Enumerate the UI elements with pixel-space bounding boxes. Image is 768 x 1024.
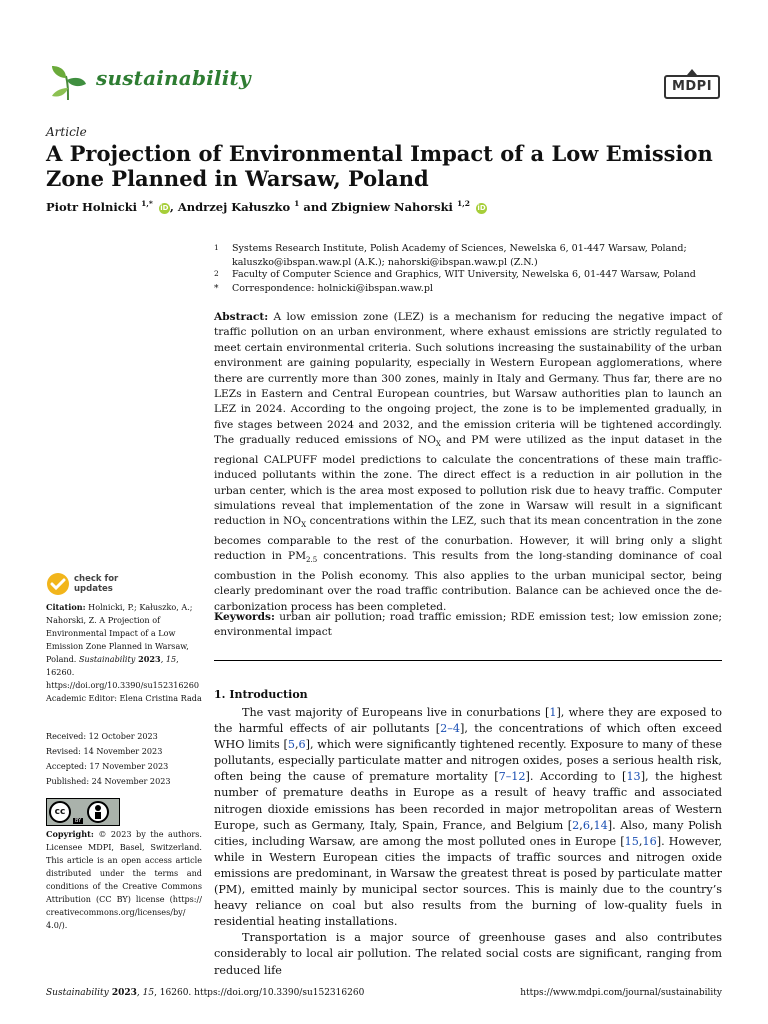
copyright-block	[46, 828, 202, 932]
affiliation-text: Faculty of Computer Science and Graphics, WIT University, Newelska 6, 01-447 Warsaw, Poland	[232, 269, 696, 280]
abstract-text: concentrations. This results from the long-standing dominance of coal combustion in the Polish economy. This also applies to the urban municipal sector, being clearly predominant over the road traffic contribution. Balance can be achieved once the de-carbonization process has been completed.	[214, 550, 723, 613]
keywords-label: Keywords:	[214, 611, 275, 623]
reference-link[interactable]: 6	[582, 818, 590, 832]
footer-citation	[46, 988, 364, 998]
author-separator: and	[303, 199, 328, 214]
reference-link[interactable]: 2	[572, 818, 580, 832]
subscript: X	[301, 521, 307, 530]
paragraph-text: The vast majority of Europeans live in conurbations [	[242, 706, 550, 719]
citation-doi[interactable]: , 16260. https://doi.org/10.3390/su152316260	[46, 654, 200, 690]
article-title: A Projection of Environmental Impact of a Low Emission Zone Planned in Warsaw, Poland	[46, 141, 713, 191]
reference-link[interactable]: 16	[642, 834, 657, 848]
paragraph	[214, 705, 722, 930]
paragraph-text: ], which were significantly tightened recently. Exposure to many of these pollutants, especially particulate matter and nitrogen oxides, poses a serious health risk, often being the cause of premature mortality [	[214, 738, 722, 784]
subscript: 2.5	[306, 556, 318, 565]
accepted-date: Accepted: 17 November 2023	[46, 761, 169, 771]
paragraph-text: ,	[579, 818, 583, 832]
affiliation-text: Systems Research Institute, Polish Academy of Sciences, Newelska 6, 01-447 Warsaw, Poland;	[232, 243, 687, 254]
paragraph: Transportation is a major source of greenhouse gases and also contributes considerably to local air pollution. The related social costs are significant, ranging from reduced life	[214, 931, 722, 977]
orcid-icon[interactable]: iD	[160, 203, 169, 212]
author-list	[46, 199, 487, 214]
affiliation-emails: kaluszko@ibspan.waw.pl (A.K.); nahorski@ibspan.waw.pl (Z.N.)	[232, 257, 538, 268]
citation-text: Holnicki, P.; Kałuszko, A.; Nahorski, Z. A Projection of Environmental Impact of a Low Emission Zone Planned in Warsaw, Poland.	[46, 602, 193, 664]
journal-logo-icon	[48, 62, 88, 102]
citation-label: Citation:	[46, 602, 86, 612]
article-type: Article	[46, 125, 87, 139]
paragraph-text: ]. According to [	[525, 770, 627, 784]
attribution-person-icon	[87, 801, 109, 823]
check-label: check for	[74, 574, 119, 584]
mdpi-logo-text: MDPI	[671, 79, 713, 94]
affiliation-mark: 2	[214, 269, 219, 278]
keywords	[214, 610, 722, 641]
author-name: Zbigniew Nahorski	[331, 199, 453, 214]
author-affiliation-mark: 1,*	[141, 199, 153, 208]
keywords-text: urban air pollution; road traffic emission; RDE emission test; low emission zone; environmental impact	[214, 611, 722, 639]
paragraph-text: ,	[294, 738, 299, 752]
published-date: Published: 24 November 2023	[46, 776, 171, 786]
footer-journal-url[interactable]: https://www.mdpi.com/journal/sustainability	[520, 988, 722, 998]
paragraph-text: ,	[589, 818, 594, 832]
journal-name: sustainability	[96, 66, 251, 90]
citation-volume: , 15	[160, 654, 177, 664]
check-updates-icon	[46, 572, 70, 596]
author-name: Andrzej Kałuszko	[177, 199, 291, 214]
paragraph-text: ], the highest number of premature deaths in Europe as a result of heavy traffic and associated nitrogen dioxide emissions has been recorded in major metropolitan areas of Western Europe, such as Germany, Italy, Spain, France, and Belgium [	[214, 770, 722, 832]
paragraph-text: ], where they are exposed to the harmful effects of air pollutants [	[214, 706, 722, 736]
reference-link[interactable]: 2–4	[440, 722, 460, 736]
reference-link[interactable]: 14	[593, 818, 608, 832]
mdpi-logo-icon	[664, 68, 720, 102]
creative-commons-icon: cc	[49, 801, 71, 823]
copyright-text: © 2023 by the authors. Licensee MDPI, Basel, Switzerland. This article is an open access article distributed under the terms and conditions of the Creative Commons Attribution (CC BY) license (https:// creativecommons.org/licenses/by/ 4.0/).	[46, 829, 202, 930]
check-for-updates-button[interactable]	[46, 572, 166, 598]
citation-journal: Sustainability	[78, 654, 136, 664]
abstract-text: and PM were utilized as the input dataset in the regional CALPUFF model predictions to calculate the concentrations of these main traffic-induced pollutants within the zone. The direct effect is a reduction in air pollution in the urban center, which is the area most exposed to pollution risk due to heavy traffic. Computer simulations reveal that implementation of the zone in Warsaw will result in a significant reduction in NO	[214, 434, 722, 528]
citation-year: 2023	[135, 654, 161, 664]
reference-link[interactable]: 7–12	[498, 770, 526, 784]
paragraph-text: ,	[638, 834, 643, 848]
received-date: Received: 12 October 2023	[46, 731, 158, 741]
footer-doi[interactable]: , 16260. https://doi.org/10.3390/su152316260	[154, 988, 365, 998]
section-heading-introduction: 1. Introduction	[214, 688, 308, 701]
footer-volume: , 15	[136, 988, 155, 998]
cc-by-license-badge[interactable]	[46, 798, 120, 826]
correspondence-mark: *	[214, 284, 219, 294]
citation-block	[46, 601, 202, 692]
affiliation-mark: 1	[214, 243, 219, 252]
academic-editor: Academic Editor: Elena Cristina Rada	[46, 693, 202, 703]
reference-link[interactable]: 1	[549, 706, 557, 719]
by-label: BY	[75, 818, 82, 824]
abstract	[214, 310, 722, 615]
copyright-label: Copyright:	[46, 829, 94, 839]
reference-link[interactable]: 6	[298, 738, 306, 752]
introduction-body	[214, 705, 722, 979]
revised-date: Revised: 14 November 2023	[46, 746, 163, 756]
check-label: updates	[74, 584, 113, 594]
abstract-text: A low emission zone (LEZ) is a mechanism for reducing the negative impact of traffic pollution on an urban environment, where exhaust emissions are strictly regulated to meet certain environmental criteria. Such solutions increasing the sustainability of the urban environment are gaining popularity, especially in Western European agglomerations, where there are currently more than 300 zones, mainly in Italy and Germany. Thus far, there are no LEZs in Eastern and Central European countries, but Warsaw authorities plan to launch an LEZ in 2024. According to the ongoing project, the zone is to be implemented gradually, in five stages between 2024 and 2032, and the emission criteria will be tightened accordingly. The gradually reduced emissions of NO	[214, 311, 722, 447]
abstract-label: Abstract:	[214, 311, 269, 323]
author-separator: ,	[169, 199, 178, 214]
section-divider	[214, 660, 722, 661]
paragraph-text: ]. However, while in Western European cities the impacts of traffic sources and nitrogen oxide emissions are predominant, in Warsaw the greatest threat is posed by particulate matter (PM), emitted mainly by municipal sector sources. This is mainly due to the country’s heavy reliance on coal but also results from the burning of low-quality fuels in residential heating installations.	[214, 834, 723, 929]
reference-link[interactable]: 5	[287, 738, 295, 752]
reference-link[interactable]: 13	[626, 770, 641, 784]
footer-year: 2023	[108, 988, 137, 998]
subscript: X	[435, 440, 441, 449]
paragraph-text: ], the concentrations of which often exceed WHO limits [	[214, 722, 722, 752]
correspondence-text: Correspondence: holnicki@ibspan.waw.pl	[232, 283, 433, 294]
orcid-icon[interactable]: iD	[477, 203, 486, 212]
author-name: Piotr Holnicki	[46, 199, 138, 214]
paragraph-text: ]. Also, many Polish cities, including Warsaw, are among the most polluted ones in Europe [	[214, 818, 722, 848]
footer-journal: Sustainability	[46, 988, 109, 998]
author-affiliation-mark: 1,2	[456, 199, 471, 208]
abstract-text: concentrations within the LEZ, such that its mean concentration in the zone becomes comparable to the rest of the conurbation. However, it will bring only a slight reduction in PM	[214, 515, 722, 563]
reference-link[interactable]: 15	[624, 834, 639, 848]
author-affiliation-mark: 1	[294, 199, 300, 208]
